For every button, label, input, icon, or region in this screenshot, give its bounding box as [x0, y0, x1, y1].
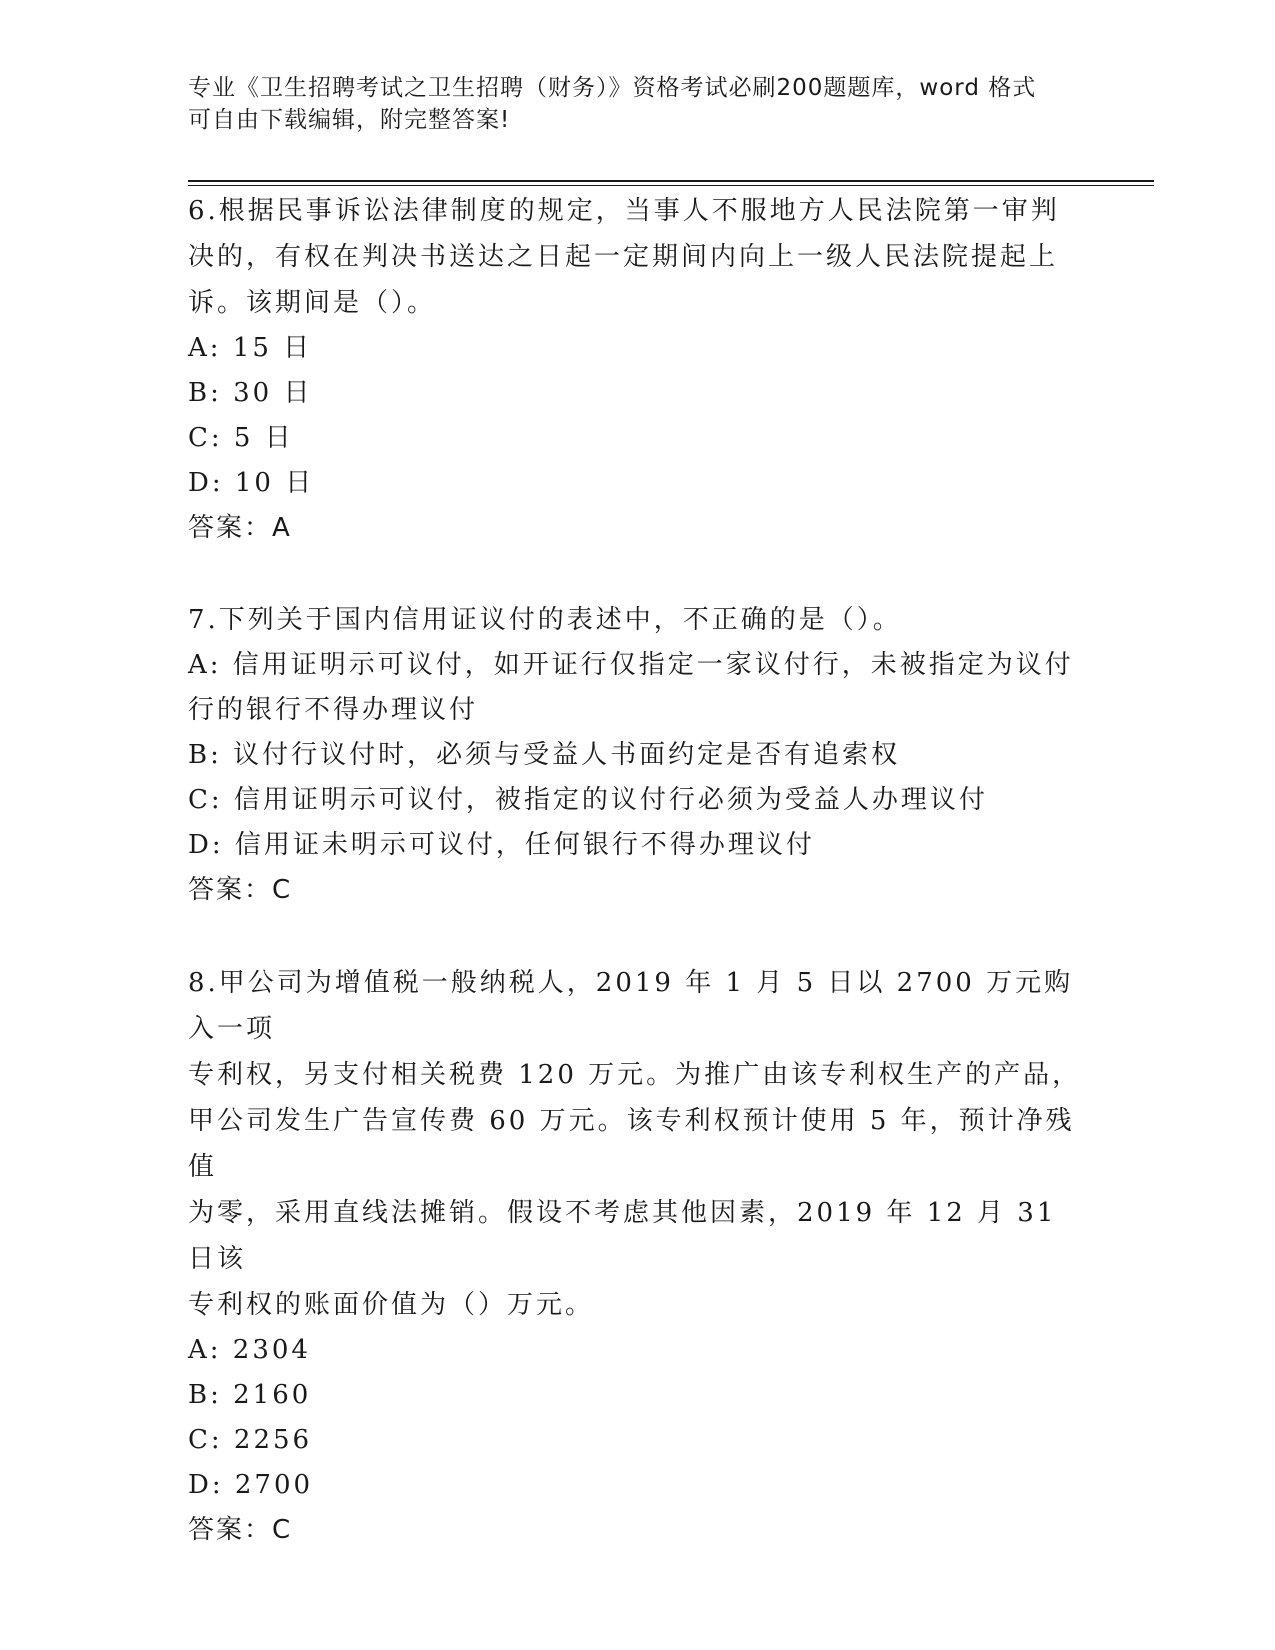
option-line: A: 信用证明示可议付，如开证行仅指定一家议付行，未被指定为议付 [188, 650, 1074, 680]
answer: 答案：C [188, 875, 293, 905]
question-stem [188, 960, 1088, 1328]
stem-line: 甲公司发生广告宣传费 60 万元。该专利权预计使用 5 年，预计净残值 [188, 1106, 1075, 1182]
option-a [188, 643, 1088, 733]
answer: 答案：C [188, 1515, 293, 1545]
header-divider-thin [188, 185, 1154, 186]
option-c: C: 5 日 [188, 423, 294, 453]
option-b: B: 2160 [188, 1380, 312, 1410]
option-c: C: 信用证明示可议付，被指定的议付行必须为受益人办理议付 [188, 785, 988, 815]
question-stem [188, 597, 1088, 643]
option-b: B: 30 日 [188, 378, 313, 408]
option-line: 行的银行不得办理议付 [188, 695, 479, 725]
stem-line: 7.下列关于国内信用证议付的表述中，不正确的是（）。 [188, 605, 902, 635]
stem-line: 为零，采用直线法摊销。假设不考虑其他因素，2019 年 12 月 31 日该 [188, 1198, 1057, 1274]
header-divider-thick [188, 180, 1154, 182]
option-d: D: 2700 [188, 1470, 314, 1500]
stem-line: 决的，有权在判决书送达之日起一定期间内向上一级人民法院提起上 [188, 242, 1059, 272]
stem-line: 诉。该期间是（）。 [188, 288, 437, 318]
header-line-1: 专业《卫生招聘考试之卫生招聘（财务）》资格考试必刷200题题库，word 格式 [188, 75, 1037, 101]
question-7 [188, 597, 1088, 913]
question-8 [188, 960, 1088, 1553]
option-a: A: 15 日 [188, 333, 313, 363]
option-a: A: 2304 [188, 1335, 311, 1365]
option-b: B: 议付行议付时，必须与受益人书面约定是否有追索权 [188, 740, 901, 770]
stem-line: 8.甲公司为增值税一般纳税人，2019 年 1 月 5 日以 2700 万元购入一项 [188, 968, 1074, 1044]
stem-line: 专利权，另支付相关税费 120 万元。为推广由该专利权生产的产品， [188, 1060, 1082, 1090]
answer: 答案：A [188, 513, 292, 543]
option-d: D: 10 日 [188, 468, 315, 498]
option-d: D: 信用证未明示可议付，任何银行不得办理议付 [188, 830, 815, 860]
header-line-2: 可自由下载编辑，附完整答案! [188, 107, 511, 133]
stem-line: 6.根据民事诉讼法律制度的规定，当事人不服地方人民法院第一审判 [188, 196, 1060, 226]
document-header [188, 72, 1088, 136]
question-stem [188, 188, 1088, 326]
stem-line: 专利权的账面价值为（）万元。 [188, 1290, 595, 1320]
question-6 [188, 188, 1088, 551]
option-c: C: 2256 [188, 1425, 313, 1455]
